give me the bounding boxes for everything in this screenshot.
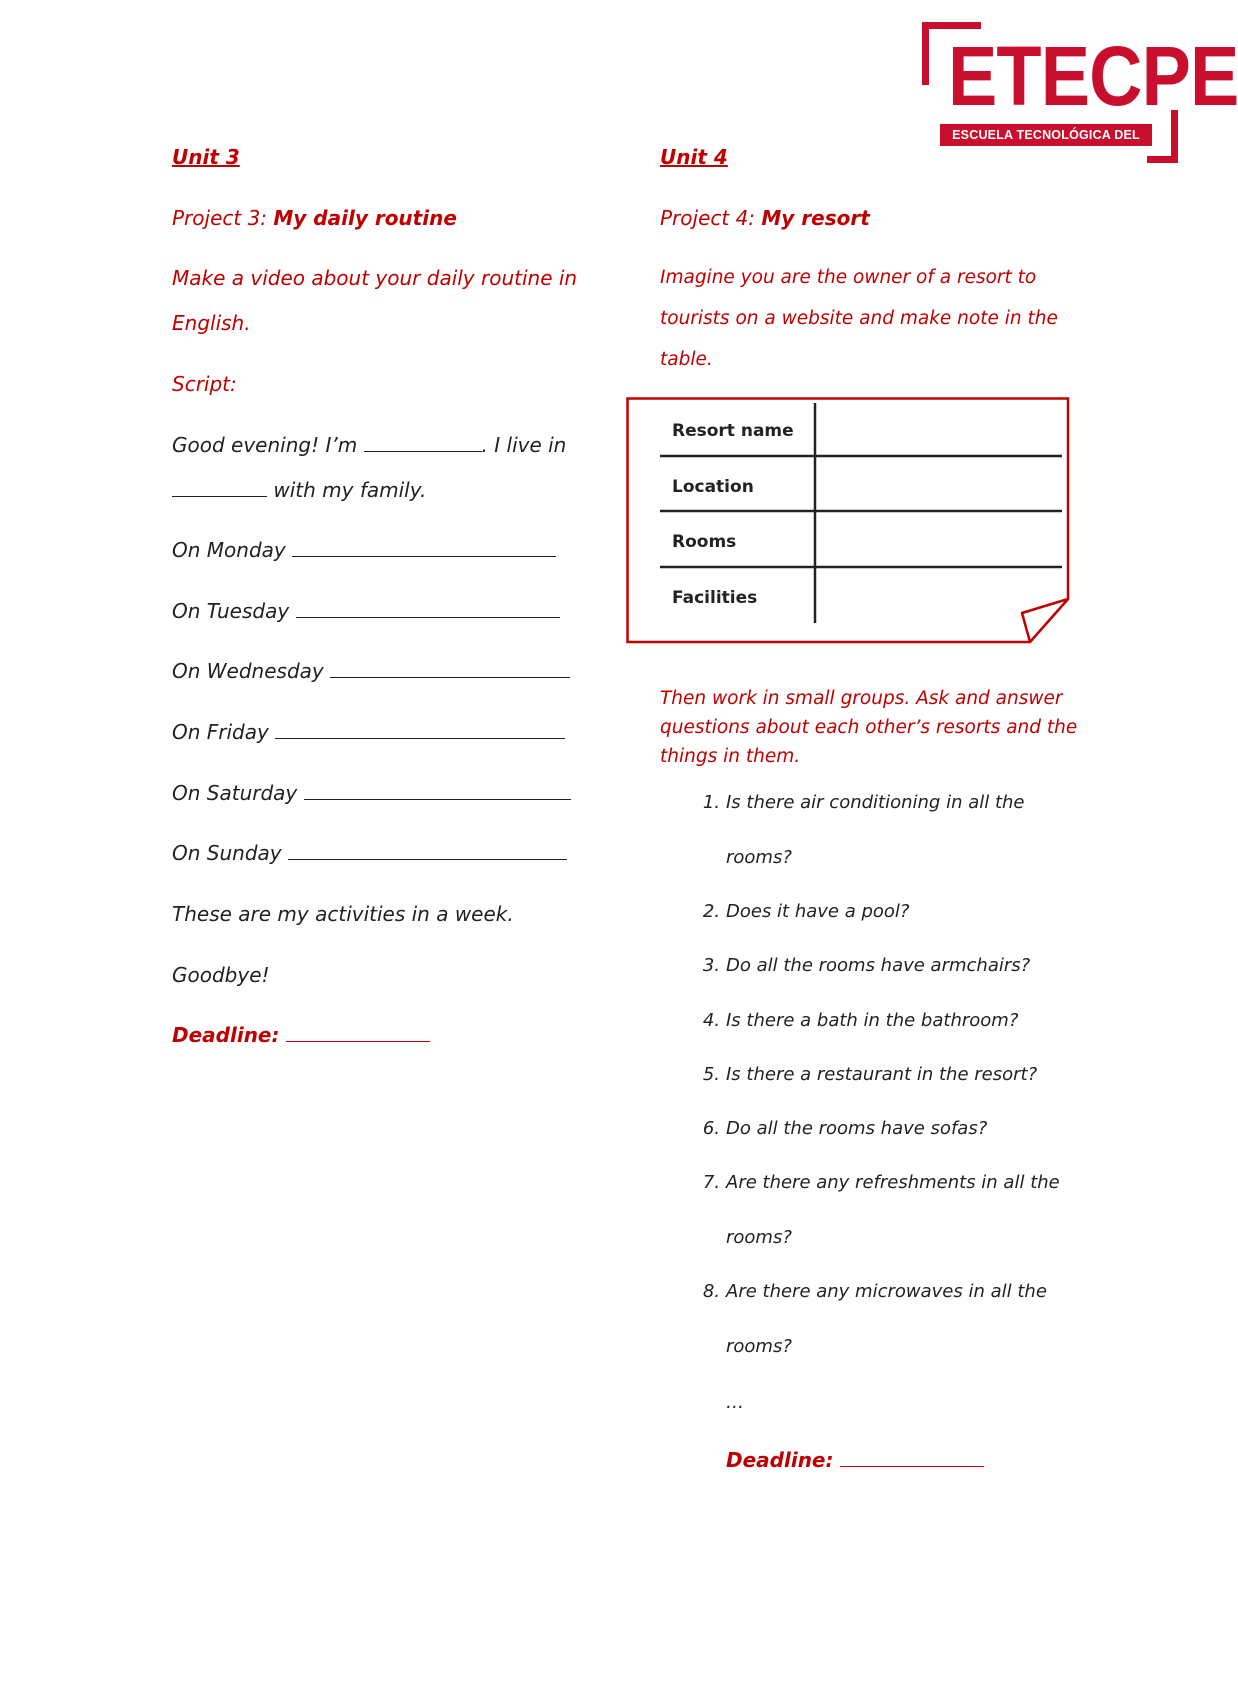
greeting-line-2 [172, 478, 426, 502]
deadline-left-label: Deadline: [172, 1023, 280, 1047]
day-line-monday [172, 538, 556, 562]
closing-line-2: Goodbye! [172, 963, 270, 987]
logo-tagline: ESCUELA TECNOLÓGICA DEL PERÚ [940, 124, 1152, 146]
project-3-title: My daily routine [273, 206, 457, 230]
resort-table-card [626, 397, 1071, 645]
question-text: Is there a restaurant in the resort? [726, 1064, 1038, 1085]
deadline-right [726, 1448, 984, 1472]
question-number: 6. [702, 1118, 720, 1139]
unit-3-heading: Unit 3 [172, 145, 240, 169]
monday-blank[interactable] [292, 556, 556, 557]
day-line-saturday [172, 781, 571, 805]
row-label-rooms: Rooms [672, 532, 737, 552]
intro-line-1: Imagine you are the owner of a resort to [660, 267, 1037, 288]
question-continuation: rooms? [726, 1227, 792, 1248]
city-blank[interactable] [172, 496, 267, 497]
greeting-part-b: . I live in [481, 433, 567, 457]
greeting-line-1 [172, 433, 566, 457]
deadline-left-blank[interactable] [286, 1041, 430, 1042]
intro-line-3: table. [660, 349, 713, 370]
logo-wordmark: ETECPE [948, 29, 1238, 123]
day-label-sunday: On Sunday [172, 841, 282, 865]
day-line-sunday [172, 841, 567, 865]
day-label-saturday: On Saturday [172, 781, 298, 805]
script-label: Script: [172, 372, 237, 396]
instruction-line-1: Make a video about your daily routine in [172, 266, 578, 290]
question-text: Are there any refreshments in all the [726, 1172, 1060, 1193]
project-4-heading [660, 206, 870, 230]
question-continuation: rooms? [726, 1336, 792, 1357]
question-text: Is there a bath in the bathroom? [726, 1010, 1019, 1031]
project-3-heading [172, 206, 457, 230]
question-number: 3. [702, 955, 720, 976]
closing-line-1: These are my activities in a week. [172, 902, 514, 926]
question-number: 1. [702, 792, 720, 813]
wednesday-blank[interactable] [330, 677, 570, 678]
sunday-blank[interactable] [288, 859, 567, 860]
tuesday-blank[interactable] [296, 617, 560, 618]
project-4-prefix: Project 4: [660, 206, 756, 230]
project-3-prefix: Project 3: [172, 206, 268, 230]
friday-blank[interactable] [275, 738, 565, 739]
unit-4-heading: Unit 4 [660, 145, 728, 169]
question-text: Are there any microwaves in all the [726, 1281, 1047, 1302]
day-line-tuesday [172, 599, 560, 623]
question-text: Does it have a pool? [726, 901, 910, 922]
etecpe-logo [918, 20, 1238, 166]
question-number: 5. [702, 1064, 720, 1085]
day-label-friday: On Friday [172, 720, 269, 744]
question-text: Is there air conditioning in all the [726, 792, 1025, 813]
greeting-part-c: with my family. [273, 478, 427, 502]
deadline-left [172, 1023, 430, 1047]
question-number: 4. [702, 1010, 720, 1031]
question-number: 7. [702, 1172, 720, 1193]
day-label-monday: On Monday [172, 538, 286, 562]
list-ellipsis: … [726, 1392, 744, 1413]
greeting-part-a: Good evening! I’m [172, 433, 358, 457]
day-label-tuesday: On Tuesday [172, 599, 290, 623]
row-label-location: Location [672, 477, 754, 497]
question-text: Do all the rooms have sofas? [726, 1118, 988, 1139]
row-label-facilities: Facilities [672, 588, 758, 608]
row-label-resort-name: Resort name [672, 421, 794, 441]
project-4-title: My resort [761, 206, 870, 230]
group-line-1: Then work in small groups. Ask and answer [660, 688, 1063, 709]
instruction-line-2: English. [172, 311, 251, 335]
question-number: 2. [702, 901, 720, 922]
saturday-blank[interactable] [304, 799, 571, 800]
deadline-right-blank[interactable] [840, 1466, 984, 1467]
question-continuation: rooms? [726, 847, 792, 868]
group-line-2: questions about each other’s resorts and the [660, 717, 1078, 738]
day-line-wednesday [172, 659, 570, 683]
name-blank[interactable] [364, 451, 482, 452]
question-number: 8. [702, 1281, 720, 1302]
question-text: Do all the rooms have armchairs? [726, 955, 1031, 976]
day-line-friday [172, 720, 565, 744]
intro-line-2: tourists on a website and make note in the [660, 308, 1058, 329]
group-line-3: things in them. [660, 746, 801, 767]
day-label-wednesday: On Wednesday [172, 659, 324, 683]
deadline-right-label: Deadline: [726, 1448, 834, 1472]
logo-bracket-bottom-right [1147, 110, 1178, 163]
